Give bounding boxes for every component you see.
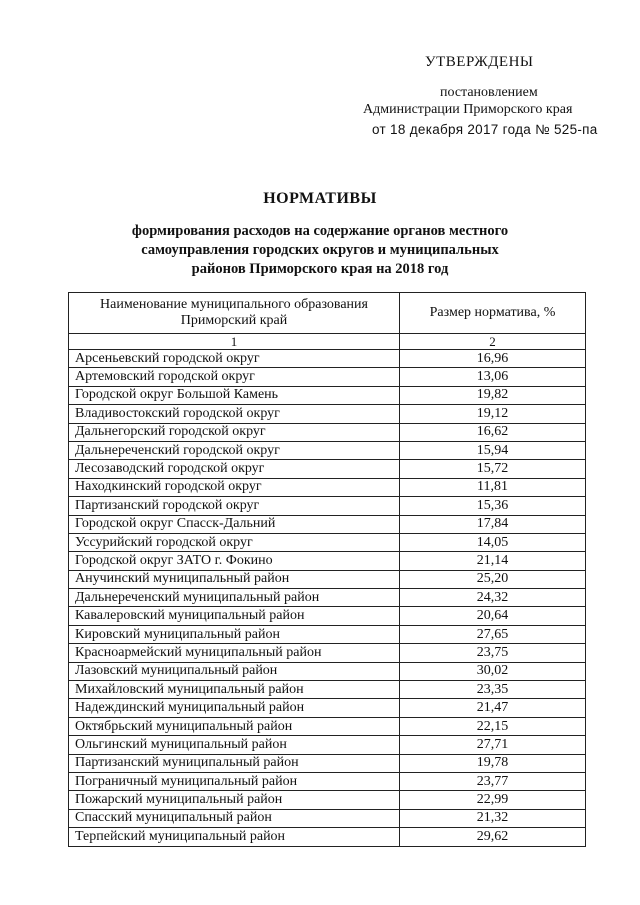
column-header-value: Размер норматива, % (400, 293, 586, 334)
norm-value-cell: 19,12 (400, 405, 586, 423)
norm-value-cell: 23,35 (400, 681, 586, 699)
approval-line-1: постановлением (440, 85, 538, 100)
norm-value-cell: 17,84 (400, 515, 586, 533)
norm-value-cell: 23,77 (400, 772, 586, 790)
norms-table (68, 292, 586, 847)
norm-value-cell: 16,62 (400, 423, 586, 441)
municipality-name-cell: Ольгинский муниципальный район (69, 736, 400, 754)
norm-value-cell: 22,99 (400, 791, 586, 809)
municipality-name-cell: Дальнегорский городской округ (69, 423, 400, 441)
norm-value-cell: 23,75 (400, 644, 586, 662)
municipality-name-cell: Октябрьский муниципальный район (69, 717, 400, 735)
norm-value-cell: 30,02 (400, 662, 586, 680)
norm-value-cell: 22,15 (400, 717, 586, 735)
approval-title: УТВЕРЖДЕНЫ (425, 54, 534, 70)
column-header-name-line-2: Приморский край (180, 313, 288, 328)
table-row (69, 441, 586, 459)
municipality-name-cell: Лазовский муниципальный район (69, 662, 400, 680)
column-header-name-line-1: Наименование муниципального образования (100, 297, 368, 312)
municipality-name-cell: Владивостокский городской округ (69, 405, 400, 423)
subtitle-line-3: районов Приморского края на 2018 год (191, 261, 449, 277)
table-row (69, 828, 586, 846)
table-row (69, 552, 586, 570)
municipality-name-cell: Михайловский муниципальный район (69, 681, 400, 699)
municipality-name-cell: Кировский муниципальный район (69, 625, 400, 643)
table-row (69, 570, 586, 588)
norm-value-cell: 21,14 (400, 552, 586, 570)
municipality-name-cell: Артемовский городской округ (69, 368, 400, 386)
norm-value-cell: 16,96 (400, 350, 586, 368)
municipality-name-cell: Терпейский муниципальный район (69, 828, 400, 846)
table-row (69, 754, 586, 772)
table-row (69, 589, 586, 607)
municipality-name-cell: Красноармейский муниципальный район (69, 644, 400, 662)
municipality-name-cell: Уссурийский городской округ (69, 533, 400, 551)
document-subtitle (0, 222, 640, 279)
table-row (69, 772, 586, 790)
subtitle-line-2: самоуправления городских округов и муниципальных (141, 242, 499, 258)
table-row (69, 497, 586, 515)
document-title: НОРМАТИВЫ (263, 190, 377, 207)
norm-value-cell: 19,78 (400, 754, 586, 772)
norm-value-cell: 27,71 (400, 736, 586, 754)
table-row (69, 699, 586, 717)
column-number-2: 2 (400, 334, 586, 350)
table-row (69, 791, 586, 809)
table-row (69, 607, 586, 625)
approval-line-2: Администрации Приморского края (363, 102, 573, 117)
table-row (69, 478, 586, 496)
column-number-row (69, 334, 586, 350)
municipality-name-cell: Дальнереченский городской округ (69, 441, 400, 459)
municipality-name-cell: Городской округ Спасск-Дальний (69, 515, 400, 533)
municipality-name-cell: Пожарский муниципальный район (69, 791, 400, 809)
municipality-name-cell: Партизанский городской округ (69, 497, 400, 515)
norm-value-cell: 11,81 (400, 478, 586, 496)
norm-value-cell: 15,94 (400, 441, 586, 459)
table-row (69, 350, 586, 368)
municipality-name-cell: Лесозаводский городской округ (69, 460, 400, 478)
municipality-name-cell: Анучинский муниципальный район (69, 570, 400, 588)
table-row (69, 386, 586, 404)
municipality-name-cell: Пограничный муниципальный район (69, 772, 400, 790)
municipality-name-cell: Кавалеровский муниципальный район (69, 607, 400, 625)
table-row (69, 736, 586, 754)
table-row (69, 662, 586, 680)
table-row (69, 809, 586, 827)
norm-value-cell: 15,36 (400, 497, 586, 515)
subtitle-line-1: формирования расходов на содержание органов местного (131, 223, 509, 239)
table-row (69, 368, 586, 386)
norm-value-cell: 21,32 (400, 809, 586, 827)
table-row (69, 625, 586, 643)
municipality-name-cell: Дальнереченский муниципальный район (69, 589, 400, 607)
norm-value-cell: 25,20 (400, 570, 586, 588)
column-header-name (69, 293, 400, 334)
table-row (69, 533, 586, 551)
table-row (69, 681, 586, 699)
norm-value-cell: 14,05 (400, 533, 586, 551)
municipality-name-cell: Городской округ Большой Камень (69, 386, 400, 404)
table-row (69, 460, 586, 478)
norm-value-cell: 13,06 (400, 368, 586, 386)
norm-value-cell: 29,62 (400, 828, 586, 846)
table-row (69, 644, 586, 662)
norm-value-cell: 21,47 (400, 699, 586, 717)
column-number-1: 1 (69, 334, 400, 350)
municipality-name-cell: Находкинский городской округ (69, 478, 400, 496)
table-header-row (69, 293, 586, 334)
municipality-name-cell: Партизанский муниципальный район (69, 754, 400, 772)
table-row (69, 515, 586, 533)
table-row (69, 717, 586, 735)
norm-value-cell: 19,82 (400, 386, 586, 404)
approval-line-3: от 18 декабря 2017 года № 525-па (372, 122, 598, 137)
norm-value-cell: 27,65 (400, 625, 586, 643)
table-row (69, 405, 586, 423)
norm-value-cell: 20,64 (400, 607, 586, 625)
municipality-name-cell: Городской округ ЗАТО г. Фокино (69, 552, 400, 570)
municipality-name-cell: Надеждинский муниципальный район (69, 699, 400, 717)
municipality-name-cell: Спасский муниципальный район (69, 809, 400, 827)
municipality-name-cell: Арсеньевский городской округ (69, 350, 400, 368)
norm-value-cell: 15,72 (400, 460, 586, 478)
table-row (69, 423, 586, 441)
norm-value-cell: 24,32 (400, 589, 586, 607)
